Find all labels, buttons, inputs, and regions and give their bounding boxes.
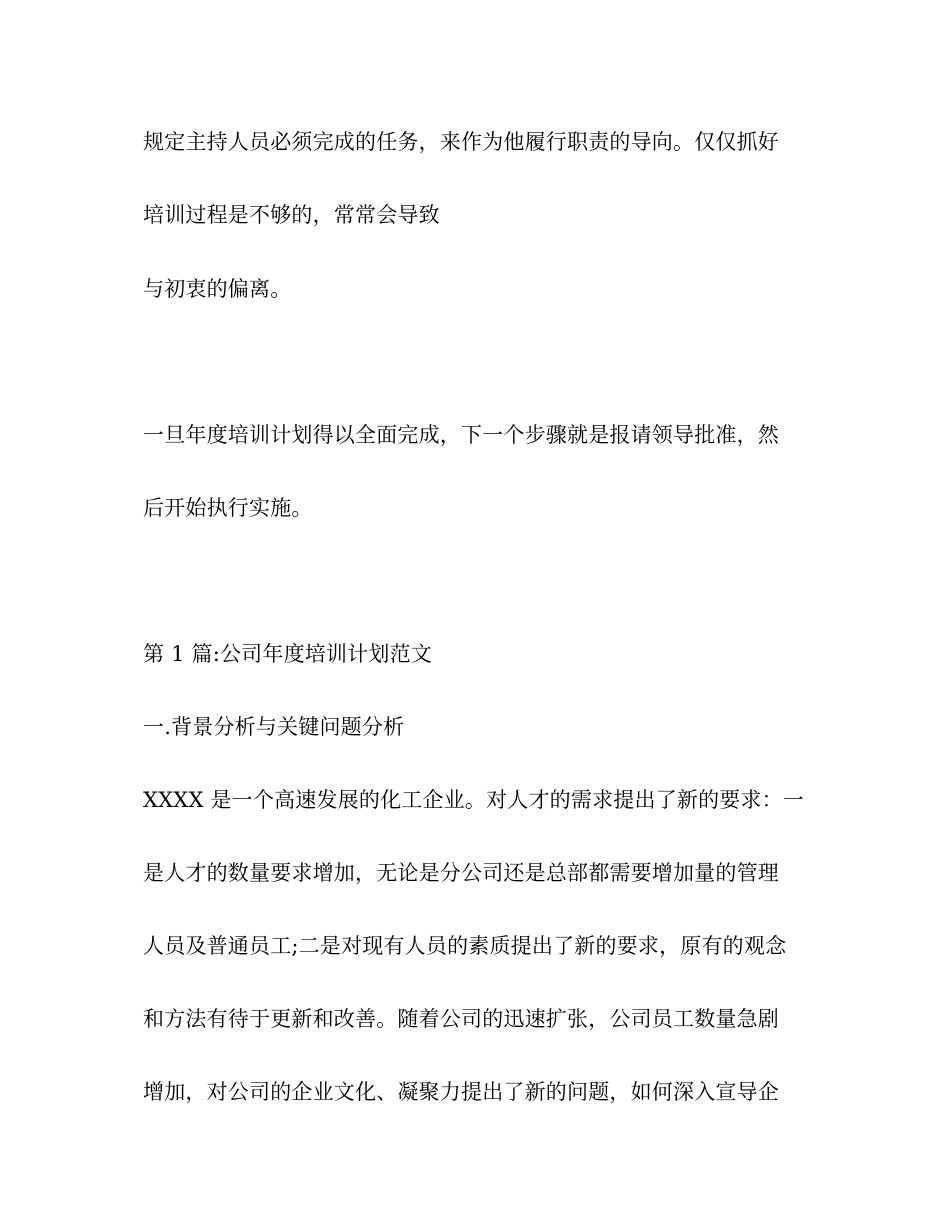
paragraph-1-line-3: 与初衷的偏离。 xyxy=(143,277,292,301)
paragraph-1-line-1: 规定主持人员必须完成的任务，来作为他履行职责的导向。仅仅抓好 xyxy=(143,130,779,154)
paragraph-2-line-2: 后开始执行实施。 xyxy=(143,496,313,520)
paragraph-3-line-3: 人员及普通员工;二是对现有人员的素质提出了新的要求，原有的观念 xyxy=(143,934,787,958)
paragraph-3-line-1: XXXX 是一个高速发展的化工企业。对人才的需求提出了新的要求：一 xyxy=(143,788,805,812)
paragraph-3-line-5: 增加，对公司的企业文化、凝聚力提出了新的问题，如何深入宣导企 xyxy=(143,1080,779,1104)
section-heading: 一.背景分析与关键问题分析 xyxy=(143,715,405,739)
article-title: 第 1 篇:公司年度培训计划范文 xyxy=(143,642,432,666)
paragraph-3-line-4: 和方法有待于更新和改善。随着公司的迅速扩张，公司员工数量急剧 xyxy=(143,1007,779,1031)
paragraph-3-line-2: 是人才的数量要求增加，无论是分公司还是总部都需要增加量的管理 xyxy=(143,861,779,885)
paragraph-2-line-1: 一旦年度培训计划得以全面完成，下一个步骤就是报请领导批准，然 xyxy=(143,423,779,447)
paragraph-1-line-2: 培训过程是不够的，常常会导致 xyxy=(143,203,440,227)
